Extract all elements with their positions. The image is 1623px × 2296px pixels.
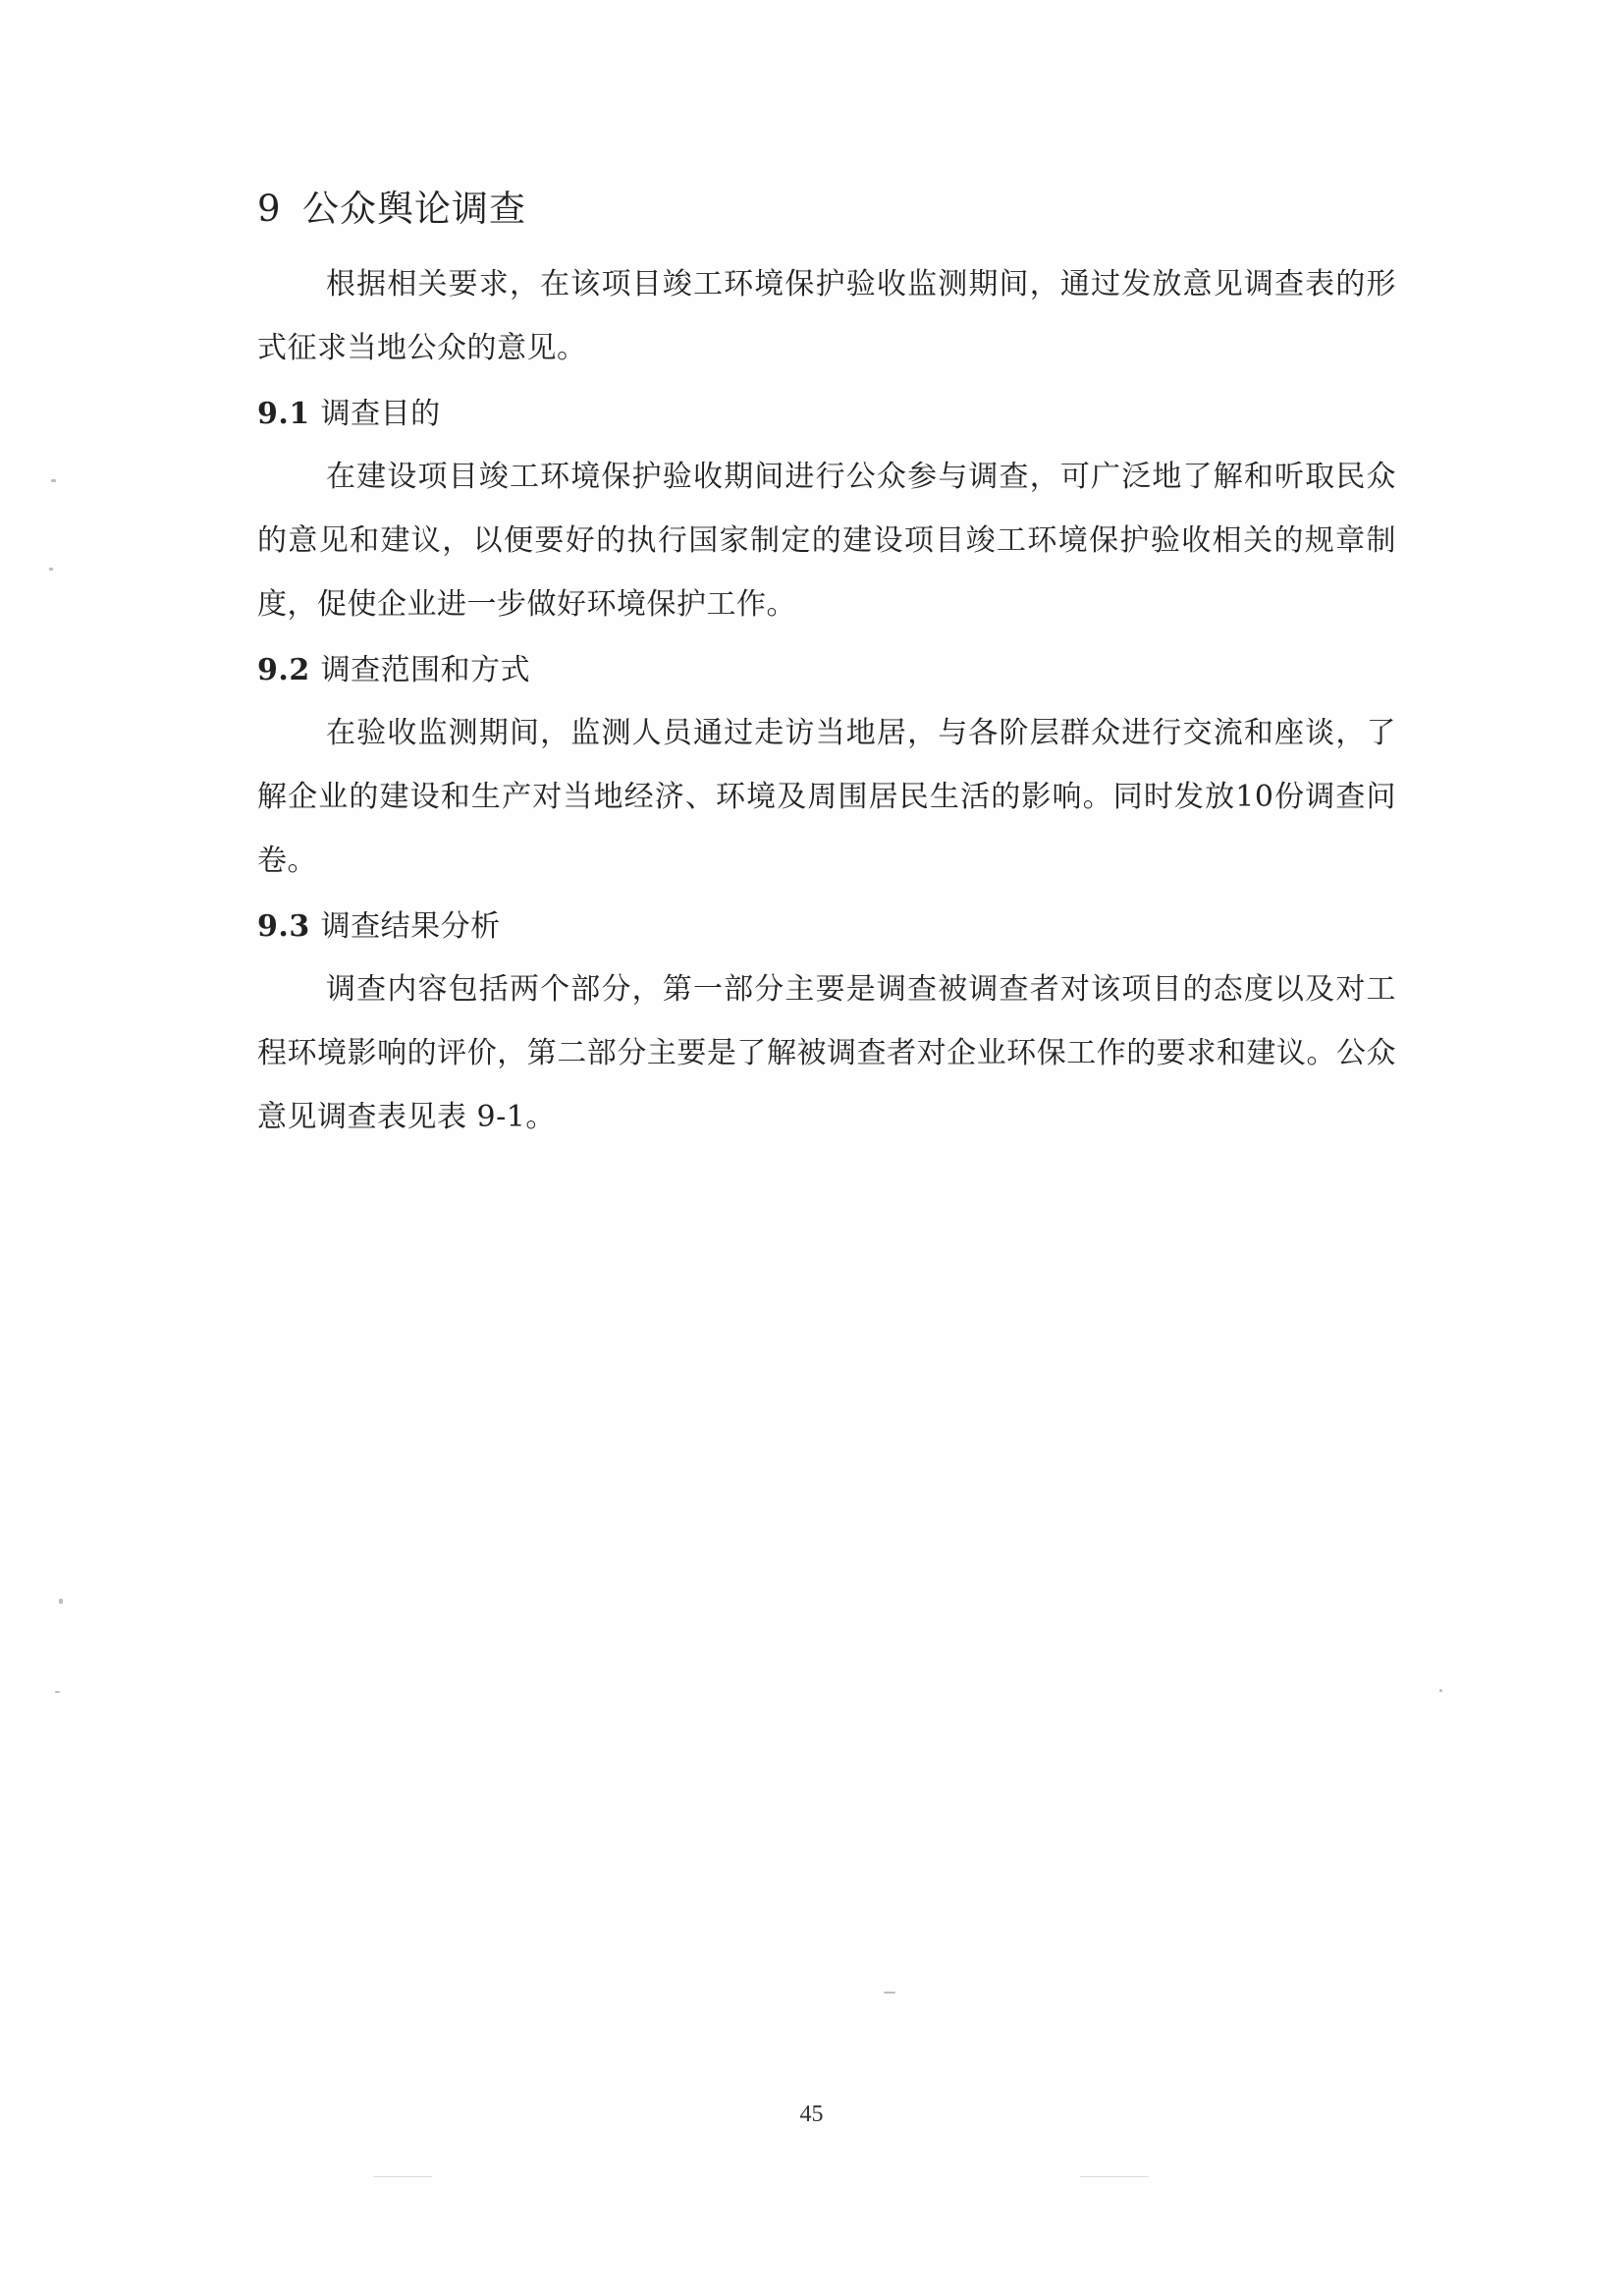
scan-speck [884,1992,895,1994]
section-number: 9.1 [257,397,310,431]
page-number: 45 [799,2102,824,2127]
section-heading-9-3 [257,897,1396,957]
scan-speck [49,568,53,571]
scan-speck [373,2176,432,2177]
section-heading-9-1 [257,384,1396,445]
page-content [257,182,1396,1149]
section-9-3-paragraph: 调查内容包括两个部分，第一部分主要是调查被调查者对该项目的态度以及对工程环境影响的评价，第二部分主要是了解被调查者对企业环保工作的要求和建议。公众意见调查表见表 9-1。 [257,972,1396,1134]
scan-speck [1439,1689,1442,1692]
scan-speck [55,1691,60,1693]
section-title-text: 调查范围和方式 [320,653,531,687]
section-number: 9.3 [257,909,310,944]
section-title-text: 调查结果分析 [320,909,501,944]
scan-speck [1080,2176,1149,2177]
chapter-number: 9 [257,188,282,230]
section-number: 9.2 [257,653,310,687]
chapter-intro-paragraph: 根据相关要求，在该项目竣工环境保护验收监测期间，通过发放意见调查表的形式征求当地公众的意见。 [257,267,1396,365]
scan-speck [59,1599,63,1604]
section-9-1-paragraph: 在建设项目竣工环境保护验收期间进行公众参与调查，可广泛地了解和听取民众的意见和建议，以便要好的执行国家制定的建设项目竣工环境保护验收相关的规章制度，促使企业进一步做好环境保护工作。 [257,460,1396,622]
section-9-2-paragraph: 在验收监测期间，监测人员通过走访当地居，与各阶层群众进行交流和座谈，了解企业的建设和生产对当地经济、环境及周围居民生活的影响。同时发放10份调查问卷。 [257,716,1396,878]
scan-speck [51,479,56,482]
section-heading-9-2 [257,640,1396,701]
chapter-title-text: 公众舆论调查 [302,188,526,230]
section-title-text: 调查目的 [320,397,441,431]
chapter-title [257,182,1396,237]
